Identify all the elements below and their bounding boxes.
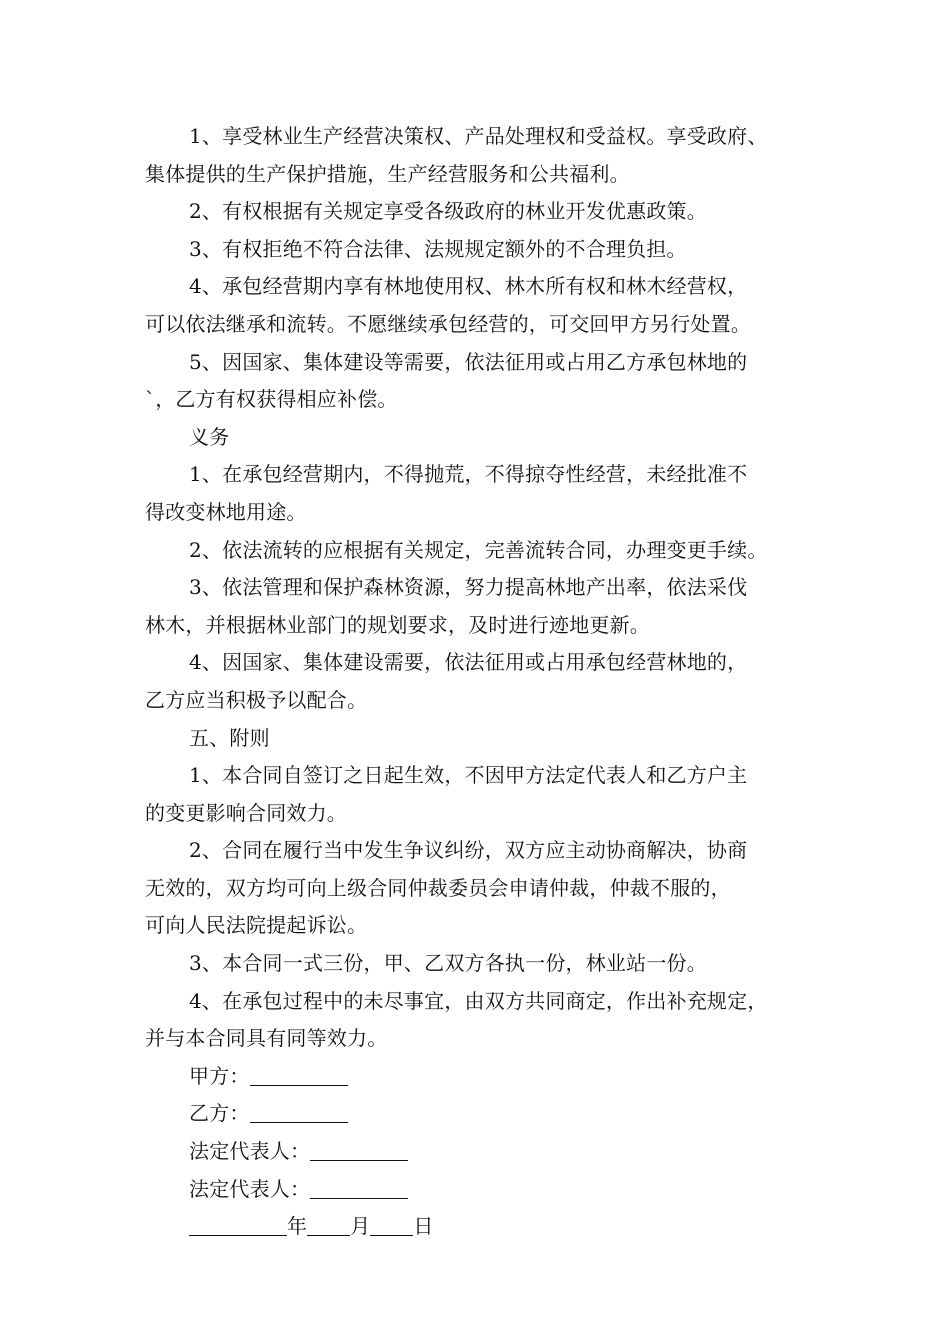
- duty-3-line-2: 林木，并根据林业部门的规划要求，及时进行迹地更新。: [145, 612, 650, 637]
- right-3: 3、有权拒绝不符合法律、法规规定额外的不合理负担。: [189, 236, 687, 261]
- right-4-line-1: 4、承包经营期内享有林地使用权、林木所有权和林木经营权，: [189, 274, 748, 299]
- signature-legal-rep-2: [145, 1171, 830, 1209]
- day-label: 日: [413, 1214, 434, 1239]
- duty-3-line-1: 3、依法管理和保护森林资源，努力提高林地产出率，依法采伐: [189, 575, 748, 600]
- appendix-4-line-2: 并与本合同具有同等效力。: [145, 1026, 388, 1051]
- party-b-label: 乙方：: [189, 1101, 250, 1126]
- duty-1-line-1: 1、在承包经营期内，不得抛荒，不得掠夺性经营，未经批准不: [189, 462, 748, 487]
- appendix-3: 3、本合同一式三份，甲、乙双方各执一份，林业站一份。: [189, 951, 707, 976]
- contract-body: [145, 118, 830, 1246]
- month-blank[interactable]: [307, 1215, 350, 1236]
- right-1-line-2: 集体提供的生产保护措施，生产经营服务和公共福利。: [145, 161, 630, 186]
- signature-party-a: [145, 1058, 830, 1096]
- legal-rep-1-blank[interactable]: [310, 1140, 408, 1161]
- legal-rep-1-label: 法定代表人：: [189, 1139, 311, 1164]
- appendix-4-line-1: 4、在承包过程中的未尽事宜，由双方共同商定，作出补充规定，: [189, 988, 768, 1013]
- right-5-line-1: 5、因国家、集体建设等需要，依法征用或占用乙方承包林地的: [189, 349, 748, 374]
- party-a-blank[interactable]: [250, 1065, 348, 1086]
- party-a-label: 甲方：: [189, 1063, 250, 1088]
- right-4-line-2: 可以依法继承和流转。不愿继续承包经营的，可交回甲方另行处置。: [145, 311, 751, 336]
- appendix-2-line-1: 2、合同在履行当中发生争议纠纷，双方应主动协商解决，协商: [189, 838, 748, 863]
- party-b-blank[interactable]: [250, 1102, 348, 1123]
- legal-rep-2-blank[interactable]: [310, 1178, 408, 1199]
- day-blank[interactable]: [370, 1215, 413, 1236]
- legal-rep-2-label: 法定代表人：: [189, 1176, 311, 1201]
- appendix-1-line-2: 的变更影响合同效力。: [145, 800, 347, 825]
- right-2: 2、有权根据有关规定享受各级政府的林业开发优惠政策。: [189, 199, 707, 224]
- duties-heading: 义务: [189, 424, 230, 449]
- appendix-2-line-2: 无效的，双方均可向上级合同仲裁委员会申请仲裁，仲裁不服的，: [145, 875, 731, 900]
- signature-date: [145, 1208, 830, 1246]
- month-label: 月: [350, 1214, 371, 1239]
- right-5-line-2: `，乙方有权获得相应补偿。: [145, 387, 398, 412]
- appendix-1-line-1: 1、本合同自签订之日起生效，不因甲方法定代表人和乙方户主: [189, 763, 748, 788]
- signature-legal-rep-1: [145, 1133, 830, 1171]
- right-1-line-1: 1、享受林业生产经营决策权、产品处理权和受益权。享受政府、: [189, 124, 768, 148]
- year-label: 年: [287, 1214, 308, 1239]
- duty-4-line-2: 乙方应当积极予以配合。: [145, 687, 368, 712]
- duty-2: 2、依法流转的应根据有关规定，完善流转合同，办理变更手续。: [189, 537, 768, 562]
- duty-1-line-2: 得改变林地用途。: [145, 499, 307, 524]
- signature-party-b: [145, 1095, 830, 1133]
- appendix-2-line-3: 可向人民法院提起诉讼。: [145, 913, 368, 938]
- year-blank[interactable]: [189, 1215, 287, 1236]
- appendix-heading: 五、附则: [189, 725, 270, 750]
- duty-4-line-1: 4、因国家、集体建设需要，依法征用或占用承包经营林地的，: [189, 650, 748, 675]
